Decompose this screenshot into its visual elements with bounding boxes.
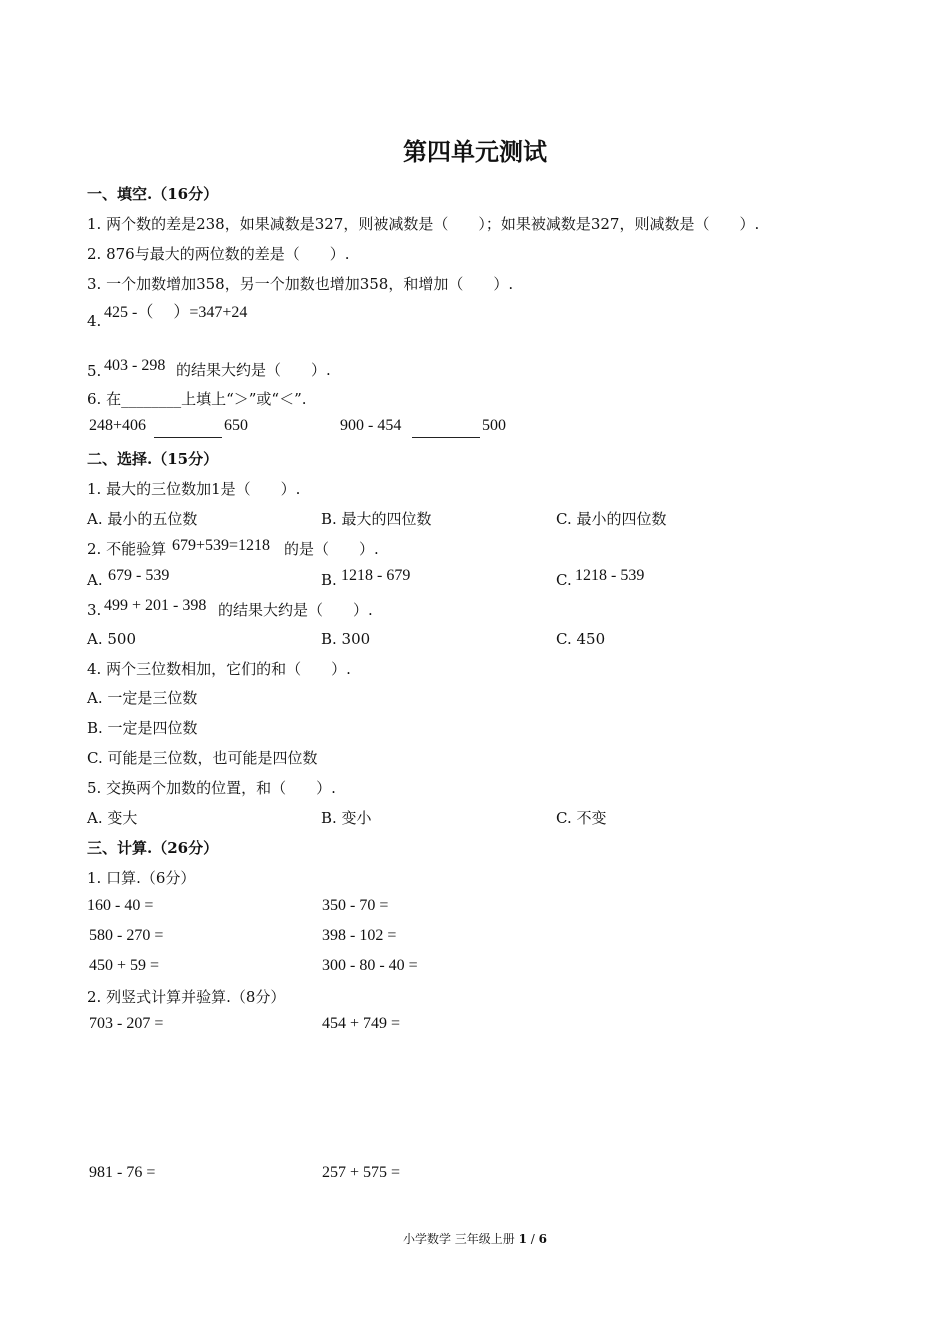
compare-a-left: 248+406 xyxy=(89,417,147,434)
option-2-3-a[interactable]: A. 500 xyxy=(87,630,136,648)
vertical-calc-1: 703 - 207 = xyxy=(89,1015,164,1032)
question-1-2: 2. 876与最大的两位数的差是（ ）. xyxy=(87,245,350,263)
option-2-2-c-expression: 1218 - 539 xyxy=(575,567,645,584)
option-2-1-a[interactable]: A. 最小的五位数 xyxy=(87,510,198,528)
footer-text: 小学数学 三年级上册 xyxy=(402,1232,519,1246)
question-2-1: 1. 最大的三位数加1是（ ）. xyxy=(87,480,301,498)
option-2-4-b[interactable]: B. 一定是四位数 xyxy=(87,719,198,737)
mental-calc-3: 580 - 270 = xyxy=(89,927,164,944)
question-1-5-number: 5. xyxy=(87,362,102,380)
footer-page-total: 6 xyxy=(538,1232,548,1246)
vertical-calc-3: 981 - 76 = xyxy=(89,1164,156,1181)
question-2-2-expression: 679+539=1218 xyxy=(172,537,271,554)
compare-b-left: 900 - 454 xyxy=(340,417,402,434)
option-2-3-c[interactable]: C. 450 xyxy=(556,630,606,648)
question-1-1: 1. 两个数的差是238，如果减数是327，则被减数是（ ）；如果被减数是327，则减数是（ ）. xyxy=(87,215,760,233)
question-1-4-number: 4. xyxy=(87,312,102,330)
option-2-2-b-expression: 1218 - 679 xyxy=(341,567,411,584)
option-2-5-a[interactable]: A. 变大 xyxy=(87,809,138,827)
mental-calc-4: 398 - 102 = xyxy=(322,927,397,944)
question-2-2-prefix: 2. 不能验算 xyxy=(87,540,167,558)
question-2-2-suffix: 的是（ ）. xyxy=(284,540,379,558)
option-2-2-c-label[interactable]: C. xyxy=(556,571,572,589)
mental-calc-5: 450 + 59 = xyxy=(89,957,160,974)
question-1-4-expression: 425 -（ ）=347+24 xyxy=(104,304,248,321)
option-2-3-b[interactable]: B. 300 xyxy=(321,630,371,648)
mental-calc-1: 160 - 40 = xyxy=(87,897,154,914)
option-2-1-c[interactable]: C. 最小的四位数 xyxy=(556,510,667,528)
option-2-5-b[interactable]: B. 变小 xyxy=(321,809,372,827)
option-2-5-c[interactable]: C. 不变 xyxy=(556,809,607,827)
section-heading-calculation: 三、计算.（26分） xyxy=(87,839,219,857)
compare-a-blank[interactable] xyxy=(154,423,222,441)
question-2-3-expression: 499 + 201 - 398 xyxy=(104,597,207,614)
part-3-1-title: 1. 口算.（6分） xyxy=(87,869,196,887)
question-2-3-number: 3. xyxy=(87,601,102,619)
compare-b-right: 500 xyxy=(482,417,506,434)
option-2-1-b[interactable]: B. 最大的四位数 xyxy=(321,510,432,528)
footer-separator: / xyxy=(526,1232,539,1246)
section-heading-fill-blank: 一、填空.（16分） xyxy=(87,185,219,203)
option-2-2-b-label[interactable]: B. xyxy=(321,571,337,589)
part-3-2-title: 2. 列竖式计算并验算.（8分） xyxy=(87,988,286,1006)
question-2-4: 4. 两个三位数相加，它们的和（ ）. xyxy=(87,660,351,678)
mental-calc-6: 300 - 80 - 40 = xyxy=(322,957,418,974)
page-title: 第四单元测试 xyxy=(403,137,547,166)
vertical-calc-4: 257 + 575 = xyxy=(322,1164,401,1181)
question-1-3: 3. 一个加数增加358，另一个加数也增加358，和增加（ ）. xyxy=(87,275,514,293)
question-1-5-text: 的结果大约是（ ）. xyxy=(176,361,331,379)
question-2-3-text: 的结果大约是（ ）. xyxy=(218,601,373,619)
question-2-5: 5. 交换两个加数的位置，和（ ）. xyxy=(87,779,336,797)
option-2-4-a[interactable]: A. 一定是三位数 xyxy=(87,689,198,707)
option-2-4-c[interactable]: C. 可能是三位数，也可能是四位数 xyxy=(87,749,318,767)
mental-calc-2: 350 - 70 = xyxy=(322,897,389,914)
section-heading-choice: 二、选择.（15分） xyxy=(87,450,219,468)
question-1-6: 6. 在________上填上“＞”或“＜”. xyxy=(87,390,307,408)
footer-page-number: 1 xyxy=(518,1232,527,1246)
option-2-2-a-label[interactable]: A. xyxy=(87,571,103,589)
compare-a-right: 650 xyxy=(224,417,248,434)
option-2-2-a-expression: 679 - 539 xyxy=(108,567,170,584)
vertical-calc-2: 454 + 749 = xyxy=(322,1015,401,1032)
question-1-5-expression: 403 - 298 xyxy=(104,357,166,374)
page-footer xyxy=(0,1233,950,1245)
compare-b-blank[interactable] xyxy=(412,423,480,441)
